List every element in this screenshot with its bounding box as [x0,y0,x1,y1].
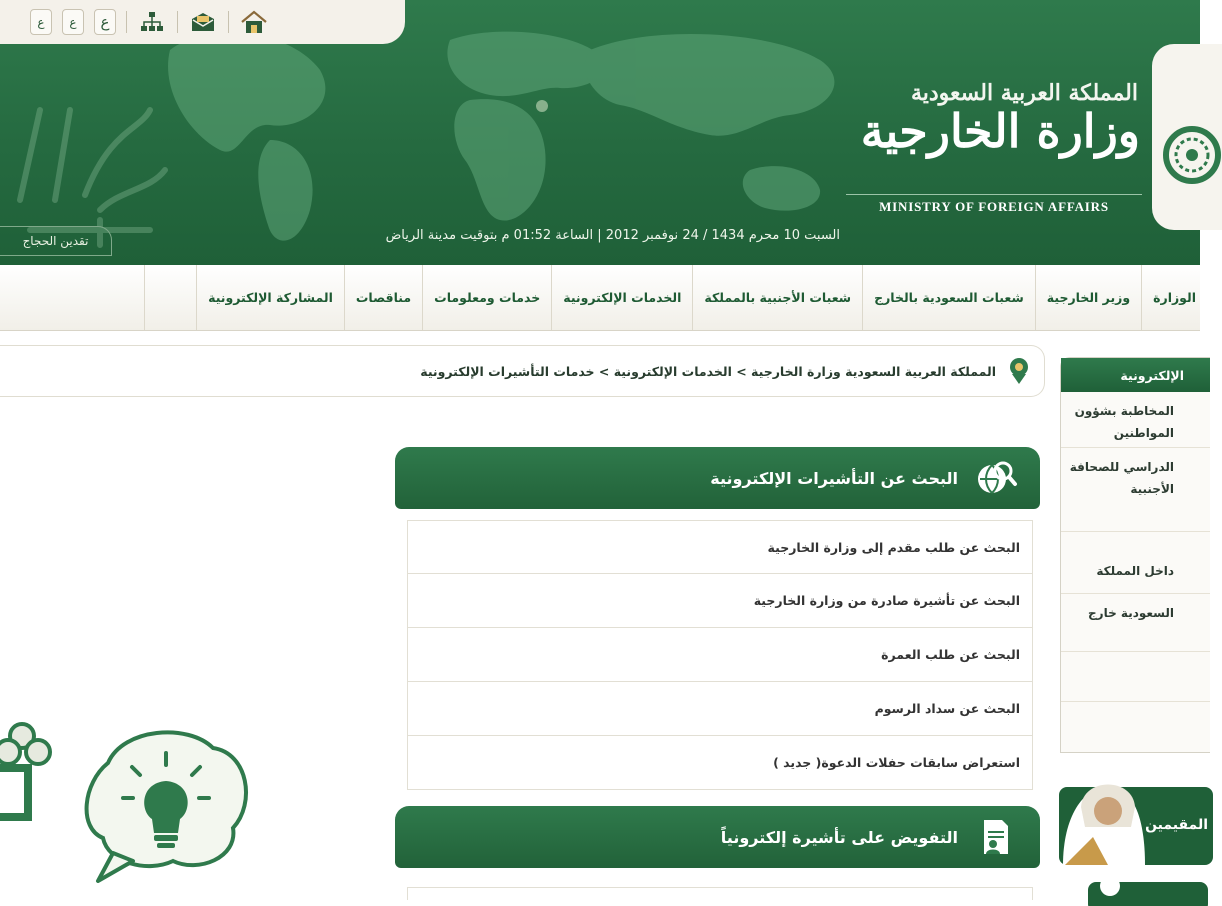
kingdom-name: المملكة العربية السعودية [910,80,1138,106]
ministry-name-english: MINISTRY OF FOREIGN AFFAIRS [846,194,1142,215]
second-card-peek [1088,876,1208,906]
list-item-label: استعراض سابقات حفلات الدعوة [821,755,1020,770]
residents-card-label: المقيمين [1145,817,1208,833]
list-item-label: البحث عن طلب العمرة [881,647,1020,662]
sidebar-item-foreign-press[interactable]: الدراسي للصحافة الأجنبية [1061,448,1210,532]
location-pin-icon [1006,356,1032,386]
new-badge: ( جديد ) [773,755,822,770]
breadcrumb [0,345,1045,397]
home-icon[interactable] [239,7,269,37]
utility-toolbar [0,0,405,44]
nav-item-tenders[interactable]: مناقصات [344,265,422,330]
list-item-label: البحث عن تأشيرة صادرة من وزارة الخارجية [753,593,1020,608]
services-sidebar [1060,357,1210,753]
pilgrims-service-link[interactable]: تقدين الحجاج [0,226,112,256]
sidebar-item-inside-kingdom[interactable]: داخل المملكة [1061,532,1210,594]
nav-item-foreign-minister[interactable]: وزير الخارجية [1035,265,1141,330]
ministry-name-arabic: وزارة الخارجية [860,104,1140,158]
font-size-large-button[interactable]: ع [94,9,116,35]
nav-spacer [144,265,196,330]
list-item[interactable] [407,520,1033,574]
second-list-peek [407,887,1033,900]
breadcrumb-path[interactable]: المملكة العربية السعودية وزارة الخارجية > الخدمات الإلكترونية > خدمات التأشيرات الإلكترونية [420,363,996,379]
sidebar-item-blank[interactable] [1061,652,1210,702]
sitemap-icon[interactable] [137,7,167,37]
nav-item-services-info[interactable]: خدمات ومعلومات [422,265,551,330]
visa-delegation-title: التفويض على تأشيرة إلكترونياً [720,827,958,847]
list-item[interactable] [407,628,1033,682]
list-item[interactable] [407,574,1033,628]
shahada-calligraphy-graphic [0,70,175,250]
nav-item-ministry[interactable]: الوزارة [1141,265,1200,330]
toolbar-divider [126,11,127,33]
list-item-label: البحث عن سداد الرسوم [874,701,1020,716]
world-map-graphic [150,10,870,250]
list-item[interactable] [407,682,1033,736]
visa-search-list [407,520,1033,790]
font-size-medium-button[interactable]: ع [62,9,84,35]
toolbar-divider [228,11,229,33]
globe-search-icon [974,457,1016,499]
main-navigation [0,265,1200,331]
date-time-line: السبت 10 محرم 1434 / 24 نوفمبر 2012 | الساعة 01:52 م بتوقيت مدينة الرياض [385,228,840,243]
nav-item-foreign-missions-kingdom[interactable]: شعبات الأجنبية بالمملكة [692,265,862,330]
sidebar-title: الإلكترونية [1061,358,1210,392]
site-header [0,0,1200,265]
toolbar-divider [177,11,178,33]
list-item[interactable] [407,736,1033,790]
sidebar-item-citizens-affairs[interactable]: المخاطبة بشؤون المواطنين [1061,392,1210,448]
lightbulb-idea-icon[interactable] [78,723,253,883]
visa-delegation-panel-header[interactable] [395,806,1040,868]
ministry-emblem-logo [1160,95,1215,215]
nav-item-e-services[interactable]: الخدمات الإلكترونية [551,265,692,330]
visa-search-panel-header[interactable] [395,447,1040,509]
document-user-icon [974,816,1016,858]
list-item-label: البحث عن طلب مقدم إلى وزارة الخارجية [767,539,1020,555]
mail-icon[interactable] [188,7,218,37]
font-size-small-button[interactable]: ع [30,9,52,35]
stacked-coins-icon [0,722,50,822]
visa-search-title: البحث عن التأشيرات الإلكترونية [710,468,958,488]
nav-item-saudi-missions-abroad[interactable]: شعبات السعودية بالخارج [862,265,1035,330]
nav-item-e-participation[interactable]: المشاركة الإلكترونية [196,265,344,330]
sidebar-item-saudi-abroad[interactable]: السعودية خارج [1061,594,1210,652]
